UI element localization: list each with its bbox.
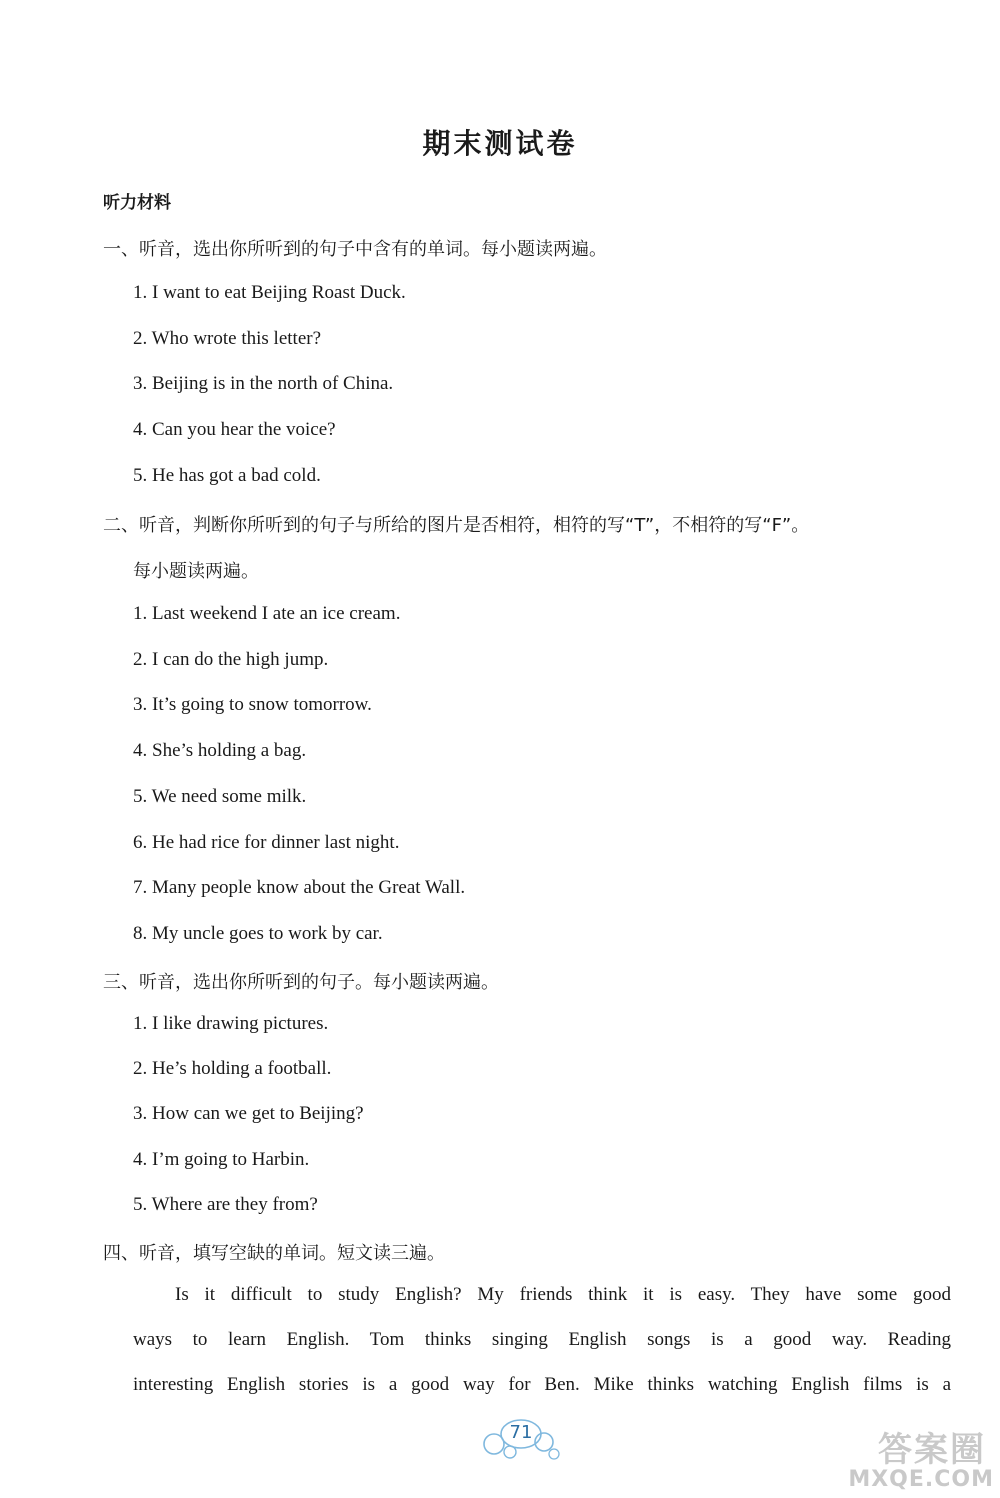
section-label: 听力材料 xyxy=(103,193,171,213)
passage-line: ways to learn English. Tom thinks singing English songs is a good way. Reading xyxy=(133,1329,951,1350)
section-1-item: 3. Beijing is in the north of China. xyxy=(133,373,394,394)
section-1-item: 2. Who wrote this letter? xyxy=(133,328,322,349)
section-3-item: 3. How can we get to Beijing? xyxy=(133,1103,364,1124)
page-number xyxy=(480,1418,562,1462)
watermark-top-text: 答案圈 xyxy=(878,1430,986,1470)
passage-line: Is it difficult to study English? My friends think it is easy. They have some good xyxy=(175,1284,951,1305)
watermark-logo xyxy=(844,1422,994,1492)
section-2-item: 7. Many people know about the Great Wall. xyxy=(133,877,466,898)
section-1-item: 4. Can you hear the voice? xyxy=(133,419,336,440)
section-2-heading-continued: 每小题读两遍。 xyxy=(133,561,259,582)
page-title: 期末测试卷 xyxy=(422,127,578,160)
section-4-heading: 四、听音，填写空缺的单词。短文读三遍。 xyxy=(103,1243,445,1264)
section-2-item: 6. He had rice for dinner last night. xyxy=(133,832,400,853)
section-2-item: 3. It’s going to snow tomorrow. xyxy=(133,694,372,715)
section-3-item: 5. Where are they from? xyxy=(133,1194,318,1215)
section-3-item: 2. He’s holding a football. xyxy=(133,1058,332,1079)
section-2-item: 5. We need some milk. xyxy=(133,786,307,807)
section-3-item: 1. I like drawing pictures. xyxy=(133,1013,329,1034)
section-1-item: 1. I want to eat Beijing Roast Duck. xyxy=(133,282,406,303)
section-2-item: 4. She’s holding a bag. xyxy=(133,740,307,761)
section-2-item: 1. Last weekend I ate an ice cream. xyxy=(133,603,401,624)
section-2-item: 8. My uncle goes to work by car. xyxy=(133,923,383,944)
passage-line: interesting English stories is a good way for Ben. Mike thinks watching English films is a xyxy=(133,1374,951,1395)
section-2-item: 2. I can do the high jump. xyxy=(133,649,329,670)
section-3-item: 4. I’m going to Harbin. xyxy=(133,1149,310,1170)
section-2-heading: 二、听音，判断你所听到的句子与所给的图片是否相符，相符的写“T”，不相符的写“F”。 xyxy=(103,515,810,536)
section-1-item: 5. He has got a bad cold. xyxy=(133,465,321,486)
section-1-heading: 一、听音，选出你所听到的句子中含有的单词。每小题读两遍。 xyxy=(103,239,607,260)
section-3-heading: 三、听音，选出你所听到的句子。每小题读两遍。 xyxy=(103,972,499,993)
page-number-text: 71 xyxy=(509,1422,533,1443)
watermark-bottom-text: MXQE.COM xyxy=(848,1467,994,1492)
